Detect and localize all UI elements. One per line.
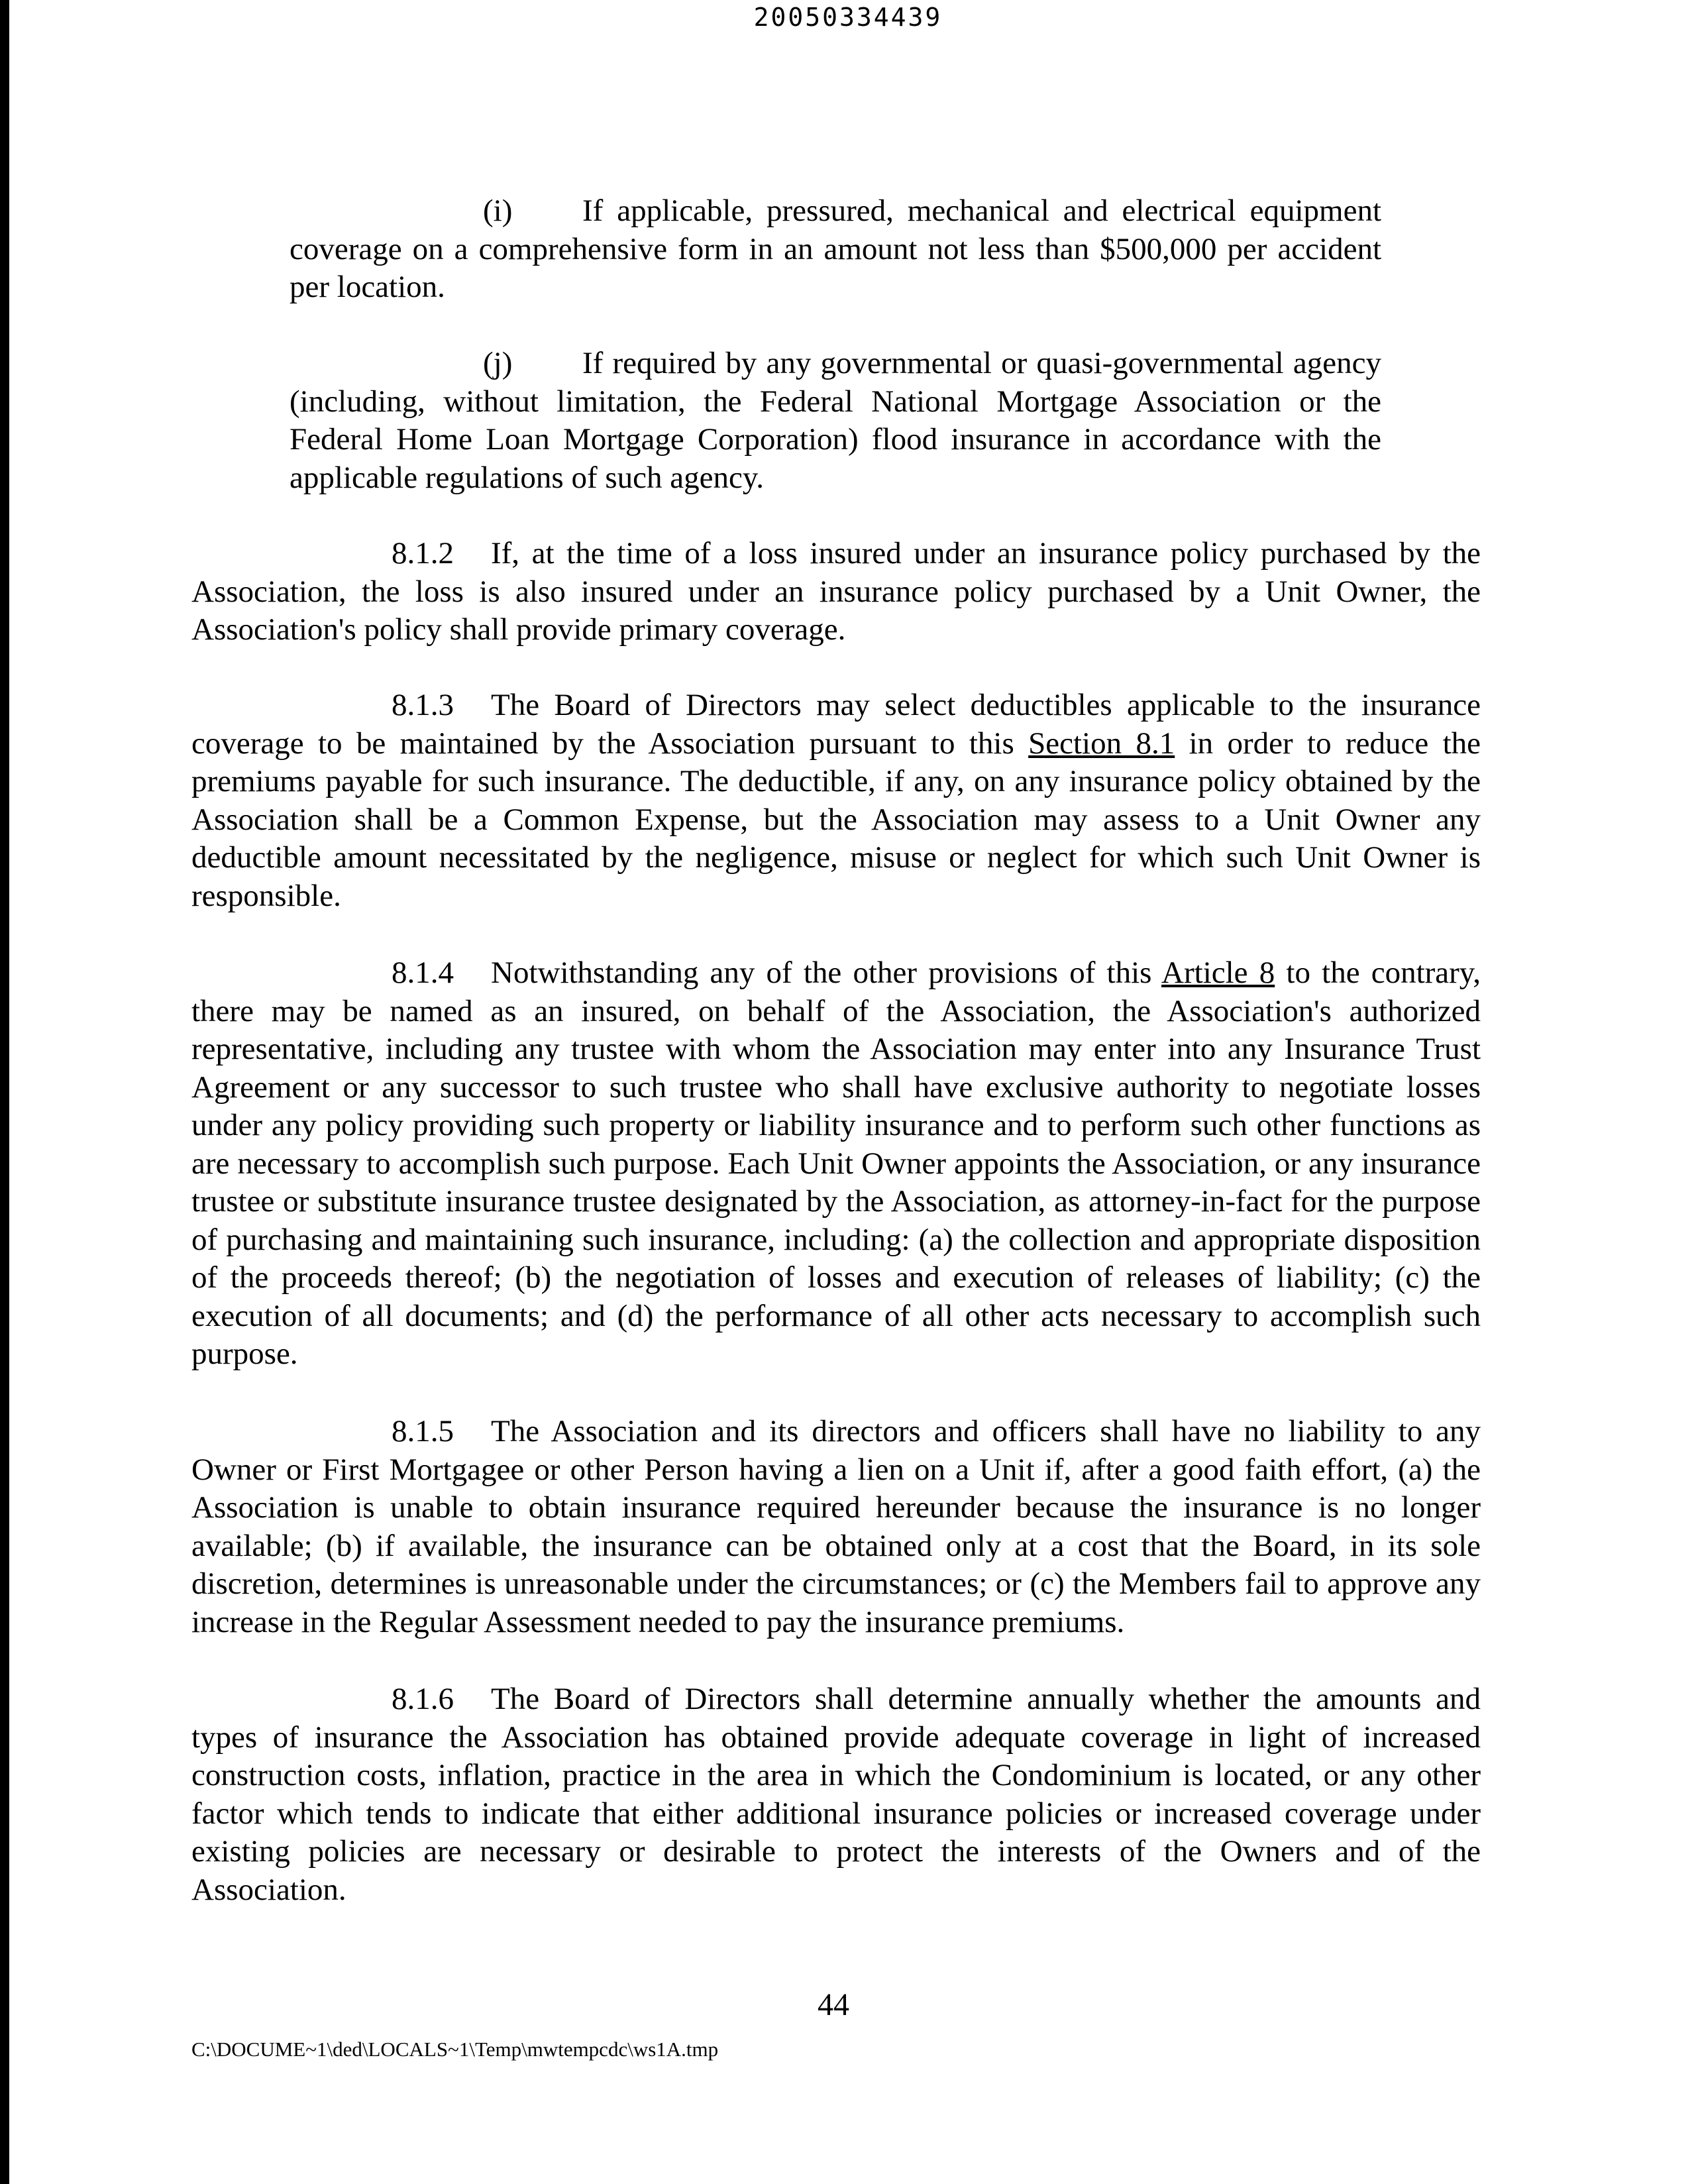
article-8-reference: Article 8	[1161, 956, 1275, 990]
section-8-1-4	[191, 954, 1481, 1374]
section-8-1-3-number: 8.1.3	[392, 688, 454, 722]
footer-file-path: C:\DOCUME~1\ded\LOCALS~1\Temp\mwtempcdc\ws1A.tmp	[191, 2038, 719, 2061]
section-8-1-5-text: The Association and its directors and officers shall have no liability to any Owner or First Mortgagee or other Person having a lien on a Unit if, after a good faith effort, (a) the Association is unable to obtain insurance required hereunder because the insurance is no longer available; (b) if available, the insurance can be obtained only at a cost that the Board, in its sole discretion, determines is unreasonable under the circumstances; or (c) the Members fail to approve any increase in the Regular Assessment needed to pay the insurance premiums.	[191, 1414, 1481, 1639]
paragraph-j-marker: (j)	[483, 346, 513, 380]
paragraph-j	[290, 345, 1381, 497]
paragraph-j-text: If required by any governmental or quasi-governmental agency (including, without limitation, the Federal National Mortgage Association or the Federal Home Loan Mortgage Corporation) flood insurance in accordance with the applicable regulations of such agency.	[290, 346, 1381, 495]
section-8-1-reference: Section 8.1	[1028, 726, 1175, 761]
section-8-1-4-text-a: Notwithstanding any of the other provisions of this	[491, 956, 1152, 990]
section-8-1-4-number: 8.1.4	[392, 956, 454, 990]
section-8-1-3-text-b: in order to reduce the premiums payable for such insurance. The deductible, if any, on any insurance policy obtained by the Association shall be a Common Expense, but the Association may assess to a Unit Owner any deductible amount necessitated by the negligence, misuse or neglect for which such Unit Owner is responsible.	[191, 726, 1481, 913]
section-8-1-5-number: 8.1.5	[392, 1414, 454, 1448]
section-8-1-2-number: 8.1.2	[392, 536, 454, 571]
scan-edge-bar	[0, 0, 9, 2184]
section-8-1-3	[191, 686, 1481, 915]
section-8-1-6	[191, 1680, 1481, 1909]
document-number: 20050334439	[753, 3, 943, 32]
paragraph-i-marker: (i)	[483, 193, 513, 228]
section-8-1-6-text: The Board of Directors shall determine annually whether the amounts and types of insurance the Association has obtained provide adequate coverage in light of increased construction costs, inflation, practice in the area in which the Condominium is located, or any other factor which tends to indicate that either additional insurance policies or increased coverage under existing policies are necessary or desirable to protect the interests of the Owners and of the Association.	[191, 1682, 1481, 1907]
section-8-1-6-number: 8.1.6	[392, 1682, 454, 1716]
paragraph-i-text: If applicable, pressured, mechanical and electrical equipment coverage on a comprehensive form in an amount not less than $500,000 per accident per location.	[290, 193, 1381, 304]
section-8-1-2-text: If, at the time of a loss insured under an insurance policy purchased by the Association, the loss is also insured under an insurance policy purchased by a Unit Owner, the Association's policy shall provide primary coverage.	[191, 536, 1481, 647]
paragraph-i	[290, 192, 1381, 307]
section-8-1-5	[191, 1413, 1481, 1641]
section-8-1-3-text-a: The Board of Directors may select deductibles applicable to the insurance coverage to be maintained by the Association pursuant to this	[191, 688, 1481, 761]
page-number: 44	[818, 1987, 849, 2022]
section-8-1-4-text-b: to the contrary, there may be named as an insured, on behalf of the Association, the Association's authorized representative, including any trustee with whom the Association may enter into any Insurance Trust Agreement or any successor to such trustee who shall have exclusive authority to negotiate losses under any policy providing such property or liability insurance and to perform such other functions as are necessary to accomplish such purpose. Each Unit Owner appoints the Association, or any insurance trustee or substitute insurance trustee designated by the Association, as attorney-in-fact for the purpose of purchasing and maintaining such insurance, including: (a) the collection and appropriate disposition of the proceeds thereof; (b) the negotiation of losses and execution of releases of liability; (c) the execution of all documents; and (d) the performance of all other acts necessary to accomplish such purpose.	[191, 956, 1481, 1371]
section-8-1-2	[191, 535, 1481, 649]
